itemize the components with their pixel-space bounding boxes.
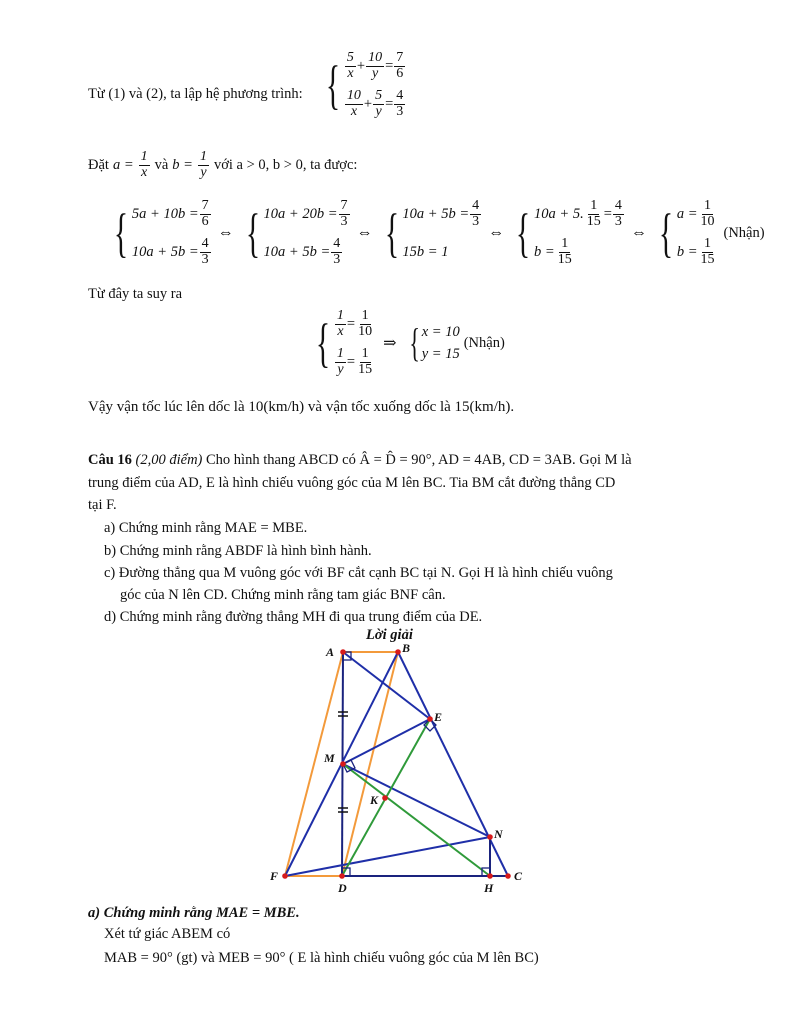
label-C: C: [514, 869, 523, 883]
point-D: [339, 873, 345, 879]
solution-a-line1: Xét tứ giác ABEM có: [104, 926, 231, 942]
label-F: F: [270, 869, 279, 883]
question-16-line2: trung điểm của AD, E là hình chiếu vuông góc của M lên BC. Tia BM cắt đường thẳng CD: [88, 475, 616, 491]
point-C: [505, 873, 511, 879]
lead-text: Từ (1) và (2), ta lập hệ phương trình:: [88, 86, 303, 102]
segment-FN: [285, 837, 490, 876]
label-N: N: [494, 827, 503, 841]
segment-BD: [342, 652, 398, 876]
segment-AE: [343, 652, 430, 719]
solution-a-heading: a) Chứng minh rằng MAE = MBE.: [88, 905, 300, 921]
item-d: d) Chứng minh rằng đường thẳng MH đi qua trung điểm của DE.: [104, 609, 483, 625]
point-N: [487, 834, 493, 840]
geometry-figure: [260, 640, 540, 895]
substitution-text: Đặt a = $\frac{1}{x}$ và b = $\frac{1}{y}$ với a > 0, b > 0, ta được:: [88, 149, 358, 180]
system-chain: { 5a + 10b = $\frac{7}{6}$ 10a + 5b = $\frac{4}{3}$ ⇔ { 10a + 20b = $\frac{7}{3}$ 10a + 5b = $\frac{4}{3}$ ⇔ { 10a + 5b = $\frac{4}{3}$ 15b = 1 ⇔ { 10a + 5. $\frac{1}{15}$ = $\frac{4}{3}$ b = $\frac{1}{15}$ ⇔ { a = $\frac{1}{10}$ b = $\frac{1}{15}$ (Nhận): [113, 197, 765, 267]
item-a: a) Chứng minh rằng MAE = MBE.: [104, 520, 308, 536]
question-16-line3: tại F.: [88, 497, 117, 513]
point-A: [340, 649, 346, 655]
point-H: [487, 873, 493, 879]
item-c-cont: góc của N lên CD. Chứng minh rằng tam giác BNF cân.: [120, 587, 446, 603]
segment-MH: [343, 764, 490, 876]
segment-MN: [343, 764, 490, 837]
point-B: [395, 649, 401, 655]
label-H: H: [484, 881, 494, 895]
label-A: A: [326, 645, 335, 659]
label-D: D: [338, 881, 347, 895]
conclusion-text: Vậy vận tốc lúc lên dốc là 10(km/h) và vận tốc xuống dốc là 15(km/h).: [88, 399, 515, 415]
item-b: b) Chứng minh rằng ABDF là hình bình hành.: [104, 543, 372, 559]
label-E: E: [434, 710, 443, 724]
point-M: [340, 761, 346, 767]
solution-title: Lời giải: [366, 627, 413, 643]
system-1: { $\frac{5}{x}$ + $\frac{10}{y}$ = $\frac{7}{6}$ $\frac{10}{x}$ + $\frac{5}{y}$ = $\frac{4}{3}$: [325, 49, 404, 119]
item-c: c) Đường thẳng qua M vuông góc với BF cắt cạnh BC tại N. Gọi H là hình chiếu vuông: [104, 565, 613, 581]
label-K: K: [370, 793, 379, 807]
point-K: [382, 795, 388, 801]
label-M: M: [324, 751, 335, 765]
deduce-text: Từ đây ta suy ra: [88, 286, 183, 302]
point-F: [282, 873, 288, 879]
point-E: [427, 716, 433, 722]
question-16-line1: Câu 16 (2,00 điểm) Cho hình thang ABCD có Â = D̂ = 90°, AD = 4AB, CD = 3AB. Gọi M là: [88, 452, 632, 468]
solution-a-line2: MAB = 90° (gt) và MEB = 90° ( E là hình chiếu vuông góc của M lên BC): [104, 950, 539, 966]
system-result: { $\frac{1}{x}$ = $\frac{1}{10}$ $\frac{1}{y}$ = $\frac{1}{15}$ ⇒ { x = 10 y = 15 (Nhận): [315, 307, 505, 377]
segment-BC: [398, 652, 508, 876]
label-B: B: [402, 641, 411, 655]
